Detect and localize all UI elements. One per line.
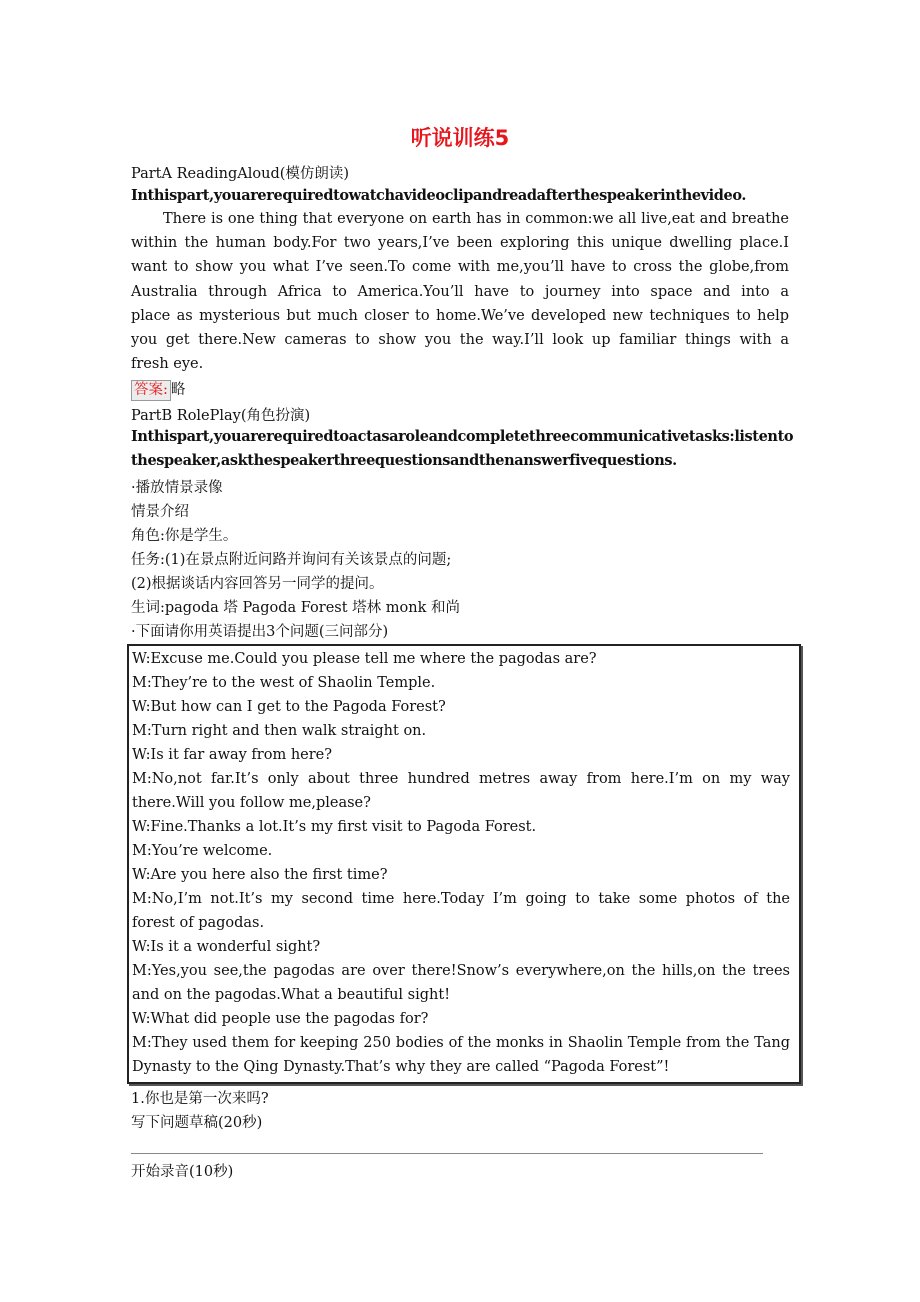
- ask-prompt: ·下面请你用英语提出3个问题(三问部分): [131, 624, 389, 640]
- passage-line: you get there.New cameras to show you the way.I’ll look up familiar things with a: [131, 332, 789, 348]
- dialogue-line: M:Yes,you see,the pagodas are over there!Snow’s everywhere,on the hills,on the trees: [132, 963, 790, 979]
- answer-write-line[interactable]: [131, 1153, 763, 1154]
- part-b-instruction: Inthispart,youarerequiredtoactasaroleandcompletethreecommunicativetasks:listento: [131, 428, 794, 445]
- dialogue-box: [127, 644, 801, 1084]
- page-title: 听说训练5: [410, 126, 510, 150]
- dialogue-line: W:But how can I get to the Pagoda Forest?: [132, 699, 446, 715]
- record-instruction: 开始录音(10秒): [131, 1164, 234, 1180]
- dialogue-line: W:Is it far away from here?: [132, 747, 333, 763]
- dialogue-line: W:Fine.Thanks a lot.It’s my first visit to Pagoda Forest.: [132, 819, 537, 835]
- dialogue-line: M:Turn right and then walk straight on.: [132, 723, 427, 739]
- dialogue-line: M:They’re to the west of Shaolin Temple.: [132, 675, 436, 691]
- answer-label: 答案:: [131, 380, 171, 401]
- question-one-prompt: 1.你也是第一次来吗?: [131, 1091, 269, 1107]
- role-text: 角色:你是学生。: [131, 528, 238, 544]
- vocab-list: 生词:pagoda 塔 Pagoda Forest 塔林 monk 和尚: [131, 600, 460, 616]
- part-a-heading: PartA ReadingAloud(模仿朗读): [131, 166, 350, 182]
- dialogue-line: forest of pagodas.: [132, 915, 265, 931]
- play-video-note: ·播放情景录像: [131, 480, 223, 496]
- passage-line: place as mysterious but much closer to home.We’ve developed new techniques to help: [131, 308, 789, 324]
- dialogue-line: M:They used them for keeping 250 bodies of the monks in Shaolin Temple from the Tang: [132, 1035, 790, 1051]
- dialogue-line: W:Are you here also the first time?: [132, 867, 388, 883]
- dialogue-line: M:No,not far.It’s only about three hundred metres away from here.I’m on my way: [132, 771, 790, 787]
- part-b-instruction: thespeaker,askthespeakerthreequestionsandthenanswerfivequestions.: [131, 452, 677, 469]
- draft-instruction: 写下问题草稿(20秒): [131, 1115, 263, 1131]
- dialogue-line: M:No,I’m not.It’s my second time here.Today I’m going to take some photos of the: [132, 891, 790, 907]
- passage-line: There is one thing that everyone on earth has in common:we all live,eat and breathe: [163, 211, 789, 227]
- part-b-heading: PartB RolePlay(角色扮演): [131, 408, 311, 424]
- dialogue-line: W:Excuse me.Could you please tell me where the pagodas are?: [132, 651, 597, 667]
- dialogue-line: W:What did people use the pagodas for?: [132, 1011, 429, 1027]
- passage-line: fresh eye.: [131, 356, 204, 372]
- scene-intro: 情景介绍: [131, 504, 189, 520]
- dialogue-line: and on the pagodas.What a beautiful sight!: [132, 987, 451, 1003]
- dialogue-line: W:Is it a wonderful sight?: [132, 939, 321, 955]
- answer-row: [131, 378, 185, 401]
- task-one: 任务:(1)在景点附近问路并询问有关该景点的问题;: [131, 552, 452, 568]
- dialogue-line: there.Will you follow me,please?: [132, 795, 371, 811]
- passage-line: Australia through Africa to America.You’ll have to journey into space and into a: [131, 284, 789, 300]
- part-a-instruction: Inthispart,youarerequiredtowatchavideoclipandreadafterthespeakerinthevideo.: [131, 187, 747, 204]
- task-two: (2)根据谈话内容回答另一同学的提问。: [131, 576, 384, 592]
- answer-value: 略: [170, 382, 186, 398]
- passage-line: want to show you what I’ve seen.To come with me,you’ll have to cross the globe,from: [131, 259, 789, 275]
- dialogue-line: Dynasty to the Qing Dynasty.That’s why they are called “Pagoda Forest”!: [132, 1059, 670, 1075]
- passage-line: within the human body.For two years,I’ve been exploring this unique dwelling place.I: [131, 235, 789, 251]
- dialogue-line: M:You’re welcome.: [132, 843, 273, 859]
